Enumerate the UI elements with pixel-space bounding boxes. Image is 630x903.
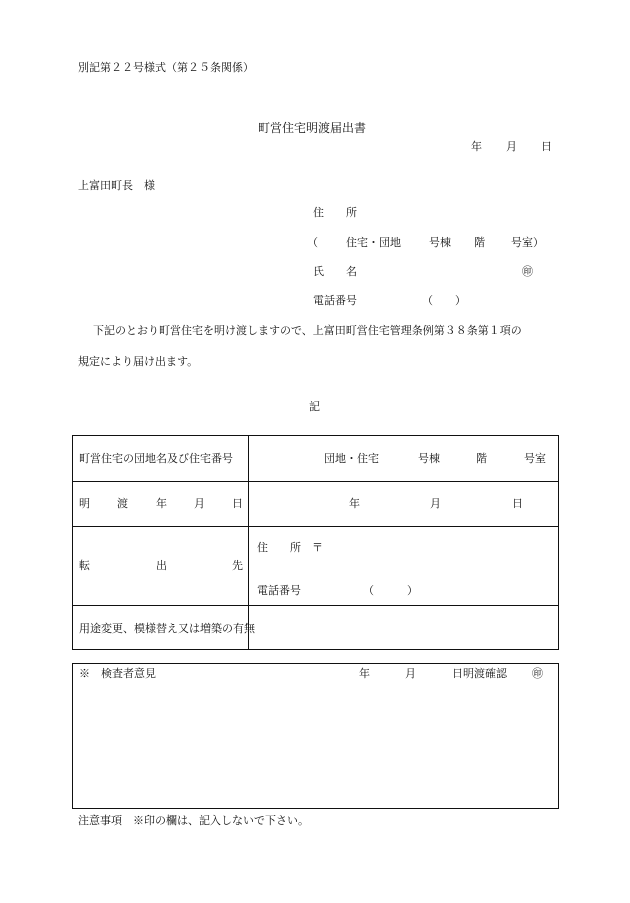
page-title: 町営住宅明渡届出書: [258, 121, 367, 135]
inspector-box: [72, 663, 559, 809]
row2-label-char-5: 日: [232, 497, 243, 510]
row3-label-char-2: 出: [156, 559, 167, 572]
housing-floor-label: 階: [474, 236, 485, 249]
applicant-address-label: 住 所: [313, 206, 357, 219]
row1-building-label: 号棟: [418, 452, 440, 465]
inspector-confirm-label: 日明渡確認: [452, 667, 507, 680]
table-column-divider: [248, 435, 249, 650]
ki-heading: 記: [309, 400, 320, 413]
form-number: 別記第２２号様式（第２５条関係）: [78, 61, 254, 74]
inspector-year-label: 年: [359, 667, 370, 680]
row2-year-label: 年: [349, 497, 360, 510]
row3-address-label: 住 所 〒: [257, 541, 323, 554]
row3-phone-parens: （ ）: [363, 584, 418, 597]
row1-label: 町営住宅の団地名及び住宅番号: [79, 452, 233, 465]
inspector-label: ※ 検査者意見: [79, 667, 156, 680]
row2-label-char-2: 渡: [117, 497, 128, 510]
row2-day-label: 日: [512, 497, 523, 510]
body-line-1: 下記のとおり町営住宅を明け渡しますので、上富田町営住宅管理条例第３８条第１項の: [93, 324, 522, 337]
housing-room-label: 号室）: [511, 236, 544, 249]
date-day-label: 日: [541, 140, 552, 153]
inspector-seal-icon: ㊞: [532, 667, 543, 680]
row3-label-char-3: 先: [232, 559, 243, 572]
applicant-phone-label: 電話番号: [313, 294, 357, 307]
row4-label: 用途変更、模様替え又は増築の有無: [79, 622, 255, 635]
row3-label-char-1: 転: [79, 559, 90, 572]
housing-open-paren: （: [307, 236, 318, 249]
table-divider-1: [72, 481, 559, 482]
applicant-phone-parens: （ ）: [422, 294, 466, 307]
row1-estate-label: 団地・住宅: [324, 452, 379, 465]
row1-room-label: 号室: [524, 452, 546, 465]
row2-label-char-4: 月: [194, 497, 205, 510]
row2-label-char-1: 明: [79, 497, 90, 510]
table-divider-2: [72, 526, 559, 527]
row1-floor-label: 階: [476, 452, 487, 465]
applicant-name-label: 氏 名: [313, 265, 357, 278]
date-month-label: 月: [506, 140, 517, 153]
housing-building-label: 号棟: [429, 236, 451, 249]
footer-note: 注意事項 ※印の欄は、記入しないで下さい。: [78, 814, 309, 827]
date-year-label: 年: [471, 140, 482, 153]
body-line-2: 規定により届け出ます。: [78, 355, 199, 368]
row3-phone-label: 電話番号: [257, 584, 301, 597]
applicant-seal-icon: ㊞: [522, 265, 533, 278]
table-divider-3: [72, 605, 559, 606]
row2-month-label: 月: [430, 497, 441, 510]
addressee: 上富田町長 様: [78, 179, 155, 192]
housing-estate-label: 住宅・団地: [346, 236, 401, 249]
row2-label-char-3: 年: [156, 497, 167, 510]
inspector-month-label: 月: [405, 667, 416, 680]
